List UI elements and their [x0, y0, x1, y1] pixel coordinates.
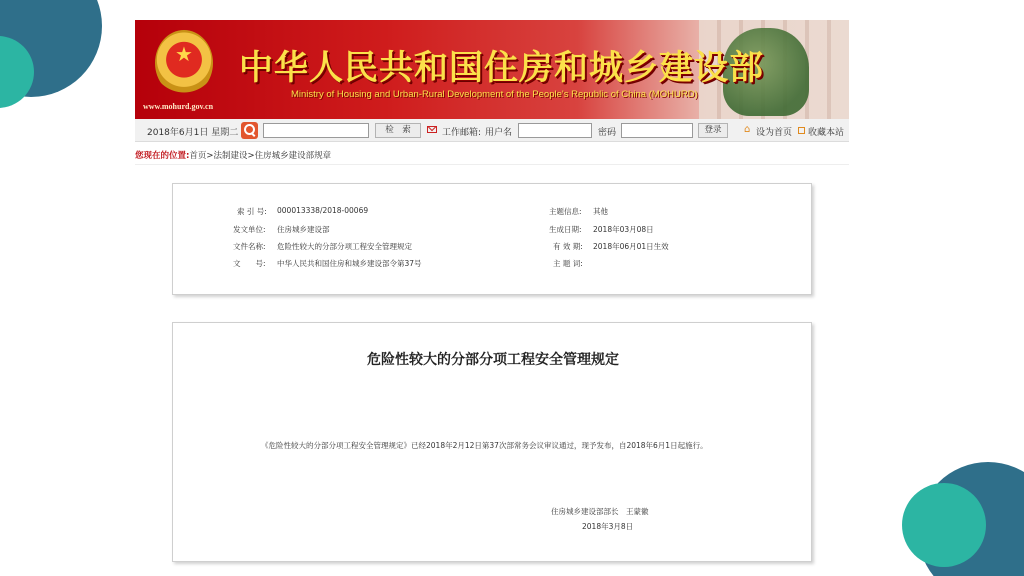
- username-label: 用户名: [485, 128, 513, 138]
- username-input[interactable]: [518, 123, 592, 138]
- issuer-label: 发文单位:: [233, 225, 266, 234]
- site-url[interactable]: www.mohurd.gov.cn: [143, 102, 214, 111]
- mail-icon: [427, 126, 437, 133]
- valid-value: 2018年06月01日生效: [593, 242, 669, 251]
- site-subtitle: Ministry of Housing and Urban-Rural Development of the People's Republic of China (MOHURD): [291, 89, 698, 100]
- login-button[interactable]: 登录: [698, 123, 728, 138]
- valid-label: 有 效 期:: [553, 242, 583, 251]
- doc-number-value: 中华人民共和国住房和城乡建设部令第37号: [277, 259, 422, 268]
- breadcrumb: [135, 149, 849, 165]
- home-icon: ⌂: [744, 124, 751, 135]
- national-emblem-icon: ★: [155, 30, 213, 96]
- search-input[interactable]: [263, 123, 369, 138]
- file-name-value: 危险性较大的分部分项工程安全管理规定: [277, 242, 412, 251]
- document-date: 2018年3月8日: [582, 522, 634, 531]
- document-card: [172, 322, 812, 562]
- file-name-label: 文件名称:: [233, 242, 266, 251]
- bookmark-link[interactable]: 收藏本站: [808, 128, 845, 138]
- document-body: 《危险性较大的分部分项工程安全管理规定》已经2018年2月12日第37次部常务会议审议通过，现予发布，自2018年6月1日起施行。: [261, 441, 708, 450]
- created-value: 2018年03月08日: [593, 225, 654, 234]
- document-info-card: [172, 183, 812, 295]
- current-date: 2018年6月1日 星期二: [147, 128, 239, 138]
- set-homepage-link[interactable]: 设为首页: [756, 128, 793, 138]
- bookmark-icon: [798, 127, 805, 134]
- password-label: 密码: [598, 128, 617, 138]
- breadcrumb-label: 您现在的位置:: [135, 151, 190, 161]
- password-input[interactable]: [621, 123, 693, 138]
- keywords-label: 主 题 词:: [553, 259, 583, 268]
- document-title: 危险性较大的分部分项工程安全管理规定: [367, 352, 619, 368]
- site-title: 中华人民共和国住房和城乡建设部: [239, 48, 764, 88]
- site-banner: [135, 20, 849, 119]
- work-email-label: 工作邮箱:: [442, 128, 482, 138]
- decor-circle-bottom-right-teal: [902, 483, 986, 567]
- topic-label: 主题信息:: [549, 207, 582, 216]
- topic-value: 其他: [593, 207, 608, 216]
- search-icon[interactable]: [241, 122, 258, 139]
- index-label: 索 引 号:: [237, 207, 267, 216]
- breadcrumb-path[interactable]: 首页>法制建设>住房城乡建设部规章: [189, 151, 332, 161]
- search-button[interactable]: 检 索: [375, 123, 421, 138]
- created-label: 生成日期:: [549, 225, 582, 234]
- top-toolbar: [135, 119, 849, 142]
- doc-number-label: 文 号:: [233, 259, 266, 268]
- index-value: 000013338/2018-00069: [277, 206, 369, 215]
- issuer-value: 住房城乡建设部: [277, 225, 330, 234]
- document-signatory: 住房城乡建设部部长 王蒙徽: [551, 507, 649, 516]
